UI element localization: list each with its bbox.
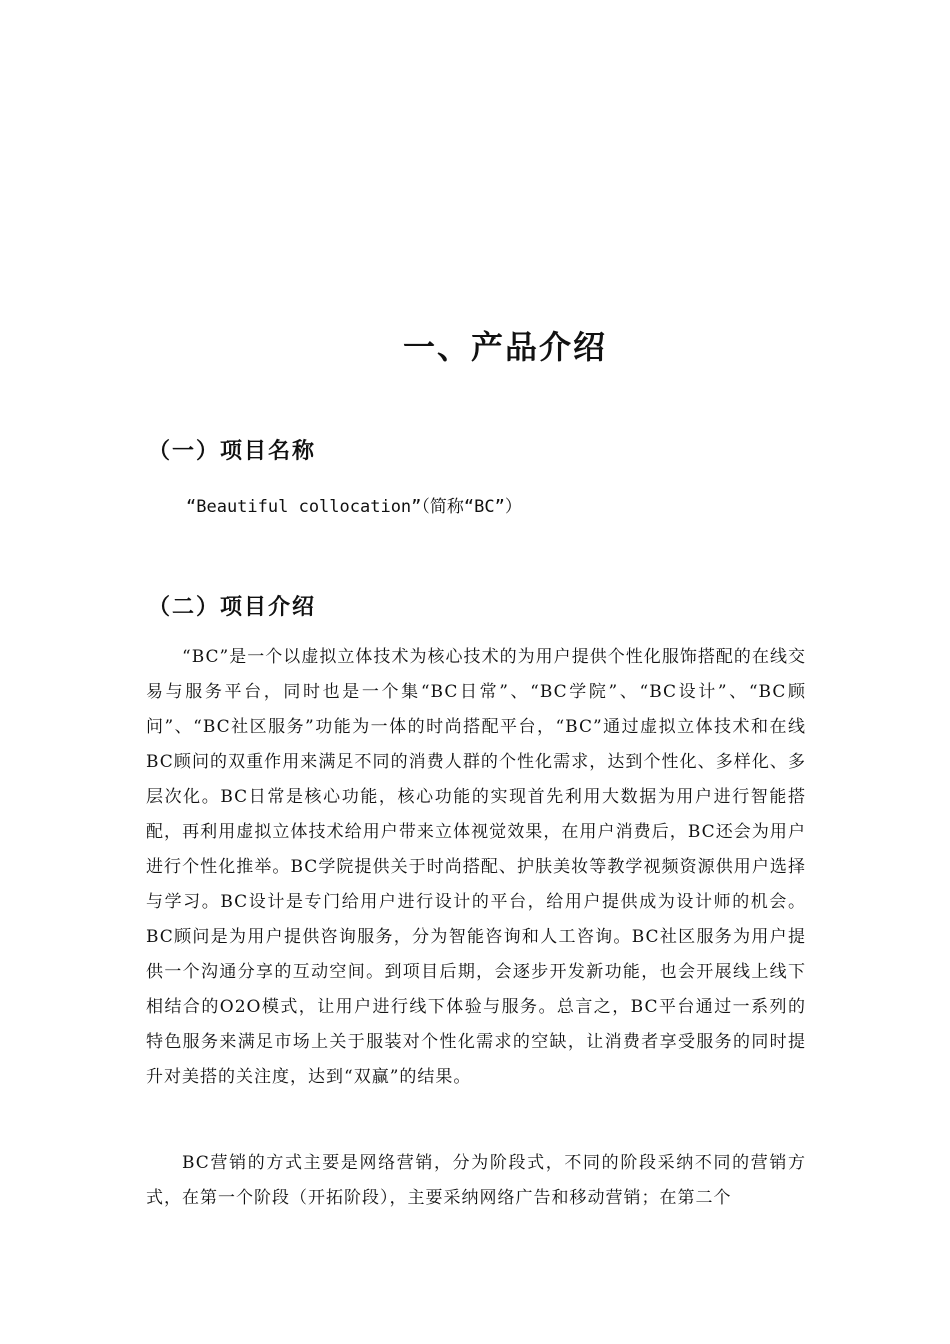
project-name-text: “Beautiful collocation”（简称“BC”） [186, 497, 522, 517]
page-title: 一、产品介绍 [402, 328, 607, 366]
section-heading-project-name: （一）项目名称 [148, 438, 317, 464]
section-heading-project-intro: （二）项目介绍 [148, 594, 317, 620]
intro-paragraph-1: “BC”是一个以虚拟立体技术为核心技术的为用户提供个性化服饰搭配的在线交易与服务平台，同时也是一个集“BC日常”、“BC学院”、“BC设计”、“BC顾问”、“BC社区服务”功能为一体的时尚搭配平台，“BC”通过虚拟立体技术和在线BC顾问的双重作用来满足不同的消费人群的个性化需求，达到个性化、多样化、多层次化。BC日常是核心功能，核心功能的实现首先利用大数据为用户进行智能搭配，再利用虚拟立体技术给用户带来立体视觉效果，在用户消费后，BC还会为用户进行个性化推举。BC学院提供关于时尚搭配、护肤美妆等教学视频资源供用户选择与学习。BC设计是专门给用户进行设计的平台，给用户提供成为设计师的机会。BC顾问是为用户提供咨询服务，分为智能咨询和人工咨询。BC社区服务为用户提供一个沟通分享的互动空间。到项目后期，会逐步开发新功能，也会开展线上线下相结合的O2O模式，让用户进行线下体验与服务。总言之，BC平台通过一系列的特色服务来满足市场上关于服装对个性化需求的空缺，让消费者享受服务的同时提升对美搭的关注度，达到“双赢”的结果。 [146, 647, 806, 1087]
intro-paragraph-2: BC营销的方式主要是网络营销，分为阶段式，不同的阶段采纳不同的营销方式，在第一个阶段（开拓阶段），主要采纳网络广告和移动营销；在第二个 [146, 1153, 806, 1208]
